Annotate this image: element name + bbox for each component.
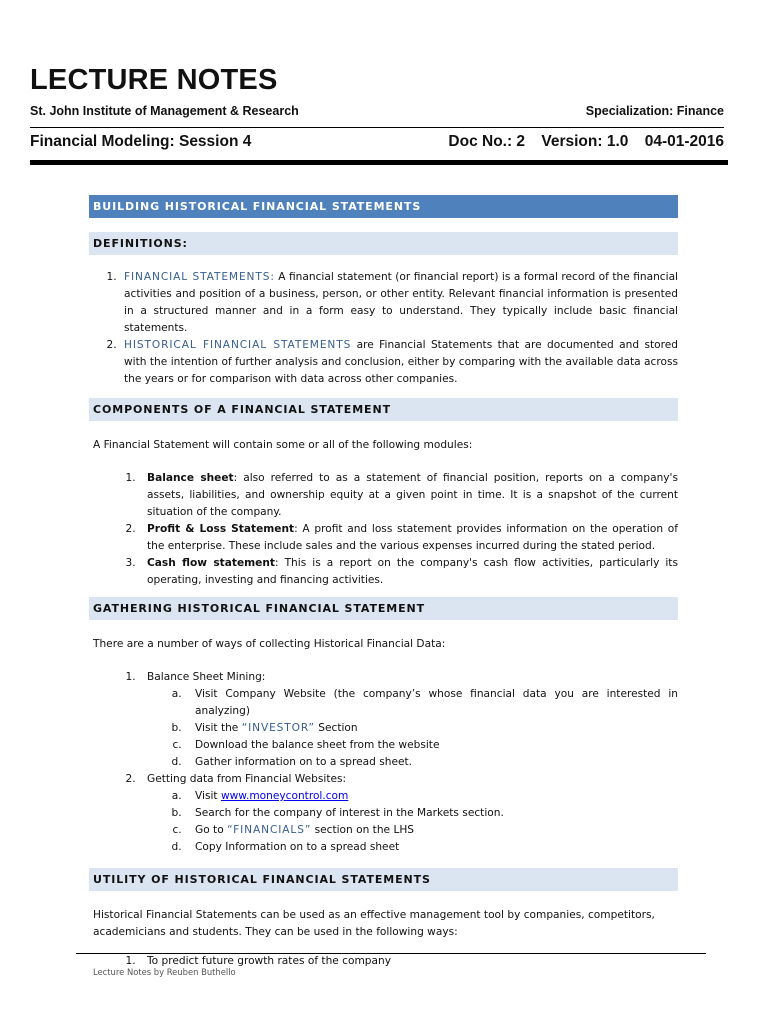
sub-list-item: b. Search for the company of interest in the Markets section. [185,805,678,822]
list-item [139,555,678,589]
list-item: 1. To predict future growth rates of the company [139,953,678,970]
doc-number: Doc No.: 2 [448,133,526,150]
moneycontrol-link[interactable]: www.moneycontrol.com [220,790,349,802]
main-heading: BUILDING HISTORICAL FINANCIAL STATEMENTS [89,195,678,218]
section-heading-components: COMPONENTS OF A FINANCIAL STATEMENT [89,398,678,421]
footer-credit: Lecture Notes by Reuben Buthello [93,967,236,977]
list-item [139,521,678,555]
list-item [120,269,678,337]
sub-list-item: a. Visit www.moneycontrol.com [185,788,678,805]
financials-keyword: “FINANCIALS” [227,824,312,836]
definition-text: A financial statement (or financial report) is a formal record of the financial activities and position of a business, person, or other entity. Relevant financial information is presented in a structured manner and in a form easy to understand. They typically include basic financial statements. [124,271,678,334]
specialization: Specialization: Finance [585,104,724,118]
component-text: : This is a report on the company's cash flow activities, particularly its operating, investing and financing activities. [147,557,678,586]
list-item [139,771,678,856]
gathering-method-label: Getting data from Financial Websites: [147,773,347,785]
session-title: Financial Modeling: Session 4 [30,133,252,150]
sub-list-item: d. Gather information on to a spread sheet. [185,754,678,771]
sub-list-item: a. Visit Company Website (the company’s whose financial data you are interested in analyzing) [185,686,678,720]
sub-list-item: c. Download the balance sheet from the website [185,737,678,754]
page-title: LECTURE NOTES [30,64,278,96]
header-divider [30,127,724,128]
section-heading-definitions: DEFINITIONS: [89,232,678,255]
doc-version: Version: 1.0 [541,133,629,150]
component-term: Cash flow statement [147,557,275,569]
gathering-method-label: Balance Sheet Mining: [147,671,266,683]
component-text: : also referred to as a statement of financial position, reports on a company's assets, liabilities, and ownership equity at a given point in time. It is a snapshot of the current situation of the company. [147,472,678,518]
component-text: : A profit and loss statement provides information on the operation of the enterprise. These include sales and the various expenses incurred during the stated period. [147,523,679,552]
components-list [89,470,678,589]
sub-list [147,686,678,771]
doc-date: 04-01-2016 [644,133,724,150]
sub-list-item: b. Visit the “INVESTOR” Section [185,720,678,737]
list-item [120,337,678,388]
investor-keyword: “INVESTOR” [241,722,315,734]
list-item [139,470,678,521]
document-body [89,195,678,970]
sub-list [147,788,678,856]
definition-text: are Financial Statements that are documented and stored with the intention of further analysis and conclusion, either by comparing with the available data across the years or for comparison with data across other companies. [124,339,678,385]
list-item [139,669,678,771]
document-info [436,133,724,151]
institute-name: St. John Institute of Management & Research [30,104,299,118]
footer-divider [76,953,706,954]
gathering-intro: There are a number of ways of collecting Historical Financial Data: [93,638,446,650]
components-intro: A Financial Statement will contain some or all of the following modules: [93,439,473,451]
definitions-list [89,269,678,388]
definition-term: FINANCIAL STATEMENTS: [124,271,275,283]
sub-list-item: c. Go to “FINANCIALS” section on the LHS [185,822,678,839]
utility-intro: Historical Financial Statements can be used as an effective management tool by companies, competitors, academicians and students. They can be used in the following ways: [93,909,655,938]
section-heading-gathering: GATHERING HISTORICAL FINANCIAL STATEMENT [89,597,678,620]
header-thick-divider [30,160,728,165]
definition-term: HISTORICAL FINANCIAL STATEMENTS [124,339,352,351]
component-term: Balance sheet [147,472,234,484]
component-term: Profit & Loss Statement [147,523,295,535]
sub-list-item: d. Copy Information on to a spread sheet [185,839,678,856]
section-heading-utility: UTILITY OF HISTORICAL FINANCIAL STATEMENTS [89,868,678,891]
gathering-list [89,669,678,856]
